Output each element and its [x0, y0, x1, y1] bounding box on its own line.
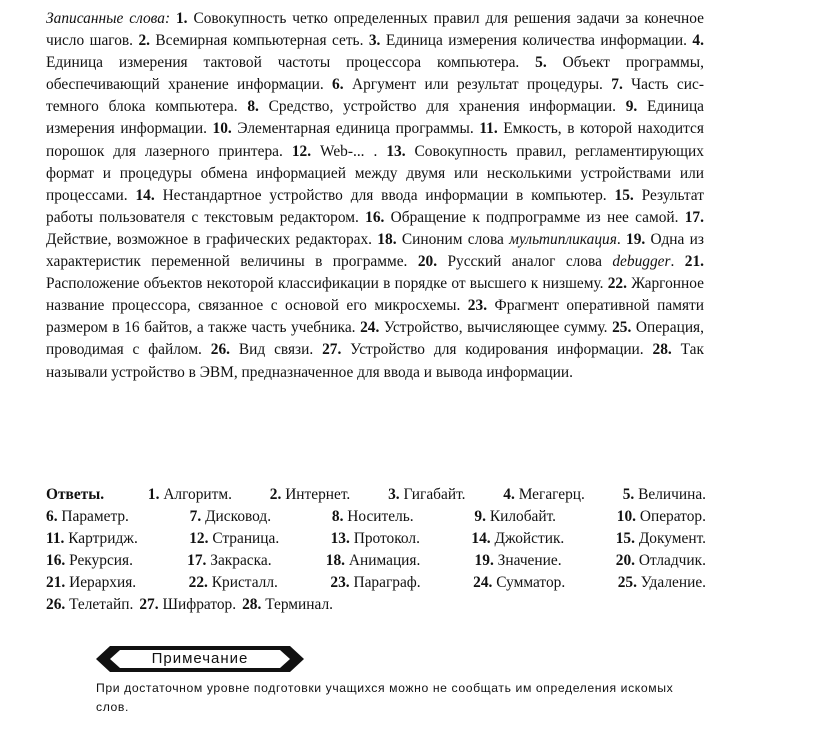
clue-text-end: .	[670, 253, 675, 271]
answer-number: 16.	[46, 552, 66, 569]
clue-number: 26.	[210, 341, 231, 359]
note-label-box	[96, 644, 304, 674]
answer-number: 26.	[46, 596, 66, 613]
answer-item	[475, 550, 562, 572]
answer-item	[331, 528, 420, 550]
answer-word: Килобайт.	[489, 508, 557, 525]
answers-row	[46, 550, 706, 572]
clue-number: 15.	[614, 186, 634, 204]
answers-row	[46, 506, 706, 528]
clue-italic-term: мультипликация	[509, 230, 617, 248]
clue-text: Элементарная единица программы.	[237, 120, 474, 138]
clue-text: Обращение к подпрограмме из нее самой.	[390, 208, 679, 226]
clue-number: 27.	[322, 341, 342, 359]
answer-item	[242, 594, 333, 616]
clue-number: 25.	[612, 319, 632, 337]
clue-text: Объект программы, обеспечивающий хранение информации.	[46, 54, 704, 94]
clue-text: Единица измерения информации.	[46, 98, 705, 138]
clue-text: Действие, возможное в графических редакторах.	[46, 230, 373, 248]
clue-number: 24.	[360, 319, 380, 337]
answer-item	[473, 572, 565, 594]
answer-word: Иерархия.	[69, 574, 137, 591]
answer-word: Мегагерц.	[518, 486, 585, 503]
answer-number: 28.	[242, 596, 262, 613]
answer-number: 21.	[46, 574, 66, 591]
clues-paragraph	[46, 8, 704, 384]
answer-word: Картридж.	[68, 530, 138, 547]
answer-word: Носитель.	[347, 508, 414, 525]
answer-number: 12.	[189, 530, 209, 547]
clue-text: Совокупность правил, регламентирующих формат и процедуры обмена информацией между двумя или несколькими устройствами или процессами.	[46, 142, 704, 204]
clue-text: Устройство для кодирования информации.	[350, 341, 644, 359]
answer-word: Отладчик.	[638, 552, 706, 569]
answer-word: Терминал.	[265, 596, 334, 613]
answer-item	[388, 484, 465, 506]
answer-word: Сумматор.	[496, 574, 566, 591]
clue-number: 5.	[535, 54, 547, 72]
answer-item	[616, 550, 706, 572]
answer-number: 1.	[147, 486, 160, 503]
answer-number: 3.	[388, 486, 400, 503]
clue-text: Всемирная компьютерная сеть.	[155, 32, 364, 50]
answers-row	[46, 572, 706, 594]
answer-item	[471, 528, 564, 550]
answer-number: 19.	[474, 552, 494, 569]
answer-word: Документ.	[638, 530, 706, 547]
note-label: Примечание	[151, 650, 249, 667]
answer-word: Удаление.	[640, 574, 706, 591]
answer-item	[187, 550, 271, 572]
answers-block	[46, 484, 706, 616]
clue-text: Так называли устройство в ЭВМ, предназначенное для ввода и вывода информации.	[46, 341, 704, 381]
clue-number: 23.	[467, 297, 488, 315]
answer-word: Рекурсия.	[69, 552, 133, 569]
clue-number: 12.	[291, 142, 312, 160]
answer-number: 7.	[189, 508, 202, 525]
clue-text: Вид связи.	[238, 341, 314, 359]
answer-number: 15.	[615, 530, 635, 547]
clue-text: Часть системного блока компьютера.	[46, 76, 704, 116]
answer-item	[46, 550, 133, 572]
answers-row	[46, 484, 706, 506]
answer-item	[46, 506, 129, 528]
answers-title: Ответы.	[46, 486, 105, 503]
clue-number: 19.	[626, 230, 646, 248]
clue-number: 10.	[212, 120, 232, 138]
clue-text: Синоним слова	[401, 230, 504, 248]
clue-number: 3.	[368, 32, 381, 50]
answer-word: Джойстик.	[494, 530, 565, 547]
answer-word: Величина.	[638, 486, 706, 503]
answer-item	[503, 484, 585, 506]
answer-word: Алгоритм.	[163, 486, 232, 503]
answer-number: 5.	[622, 486, 635, 503]
clue-text: Web-... .	[320, 142, 378, 160]
answer-word: Анимация.	[348, 552, 421, 569]
answer-item	[46, 572, 136, 594]
clue-text: Емкость, в которой находится порошок для лазерного принтера.	[46, 120, 704, 160]
answer-item	[616, 528, 706, 550]
answer-item	[617, 506, 706, 528]
clue-number: 7.	[611, 76, 623, 94]
answer-number: 24.	[473, 574, 493, 591]
clue-number: 9.	[625, 98, 638, 116]
answer-number: 14.	[471, 530, 491, 547]
answer-number: 18.	[325, 552, 346, 569]
clue-text: Операция, проводимая с файлом.	[46, 319, 704, 359]
answer-item	[190, 506, 271, 528]
clue-text: Результат работы пользователя с текстовым редактором.	[46, 186, 704, 226]
clue-number: 28.	[652, 341, 672, 359]
clue-text: Жаргонное название процессора, связанное с основой его микросхемы.	[46, 275, 704, 315]
answer-word: Значение.	[497, 552, 562, 569]
clue-italic-term: debugger	[612, 253, 671, 271]
answer-item	[623, 484, 706, 506]
clue-number: 8.	[247, 98, 259, 116]
answer-word: Параметр.	[61, 508, 129, 525]
clue-number: 21.	[684, 253, 705, 271]
answer-word: Оператор.	[639, 508, 706, 525]
answer-number: 8.	[331, 508, 344, 525]
answer-number: 27.	[139, 596, 159, 613]
answer-number: 17.	[187, 552, 207, 569]
answers-row	[46, 528, 706, 550]
answer-number: 11.	[46, 530, 65, 547]
answer-word: Кристалл.	[211, 574, 278, 591]
answer-item	[326, 550, 421, 572]
answer-number: 22.	[188, 574, 208, 591]
answer-item	[189, 572, 278, 594]
clue-text: Расположение объектов некоторой классификации в порядке от высшего к низшему.	[46, 275, 604, 293]
clue-text: Совокупность четко определенных правил для решения задачи за конечное число шагов.	[46, 10, 705, 50]
answer-word: Шифратор.	[162, 596, 237, 613]
clue-text: Нестандартное устройство для ввода информации в компьютер.	[162, 186, 607, 204]
clue-number: 6.	[332, 76, 344, 94]
answer-item	[139, 594, 236, 616]
answer-number: 23.	[330, 574, 350, 591]
answer-word: Гигабайт.	[403, 486, 466, 503]
answer-word: Параграф.	[353, 574, 421, 591]
clue-number: 16.	[365, 208, 385, 226]
answer-number: 13.	[330, 530, 350, 547]
clue-number: 13.	[386, 142, 406, 160]
answer-item	[46, 528, 138, 550]
answer-item	[474, 506, 556, 528]
answer-word: Дисковод.	[205, 508, 272, 525]
clue-number: 18.	[377, 230, 397, 248]
answer-number: 2.	[269, 486, 282, 503]
clue-text-end: .	[616, 230, 621, 248]
clue-text: Единица измерения тактовой частоты процессора компьютера.	[46, 54, 520, 72]
answer-number: 20.	[615, 552, 635, 569]
answer-number: 6.	[46, 508, 58, 525]
answer-number: 10.	[616, 508, 637, 525]
clue-number: 22.	[607, 275, 627, 293]
clue-number: 11.	[479, 120, 498, 138]
clue-number: 2.	[138, 32, 150, 50]
clue-text: Средство, устройство для хранения информации.	[268, 98, 616, 116]
answers-row	[46, 594, 706, 616]
answer-item	[148, 484, 232, 506]
answer-item	[46, 594, 133, 616]
clue-number: 17.	[684, 208, 704, 226]
clue-number: 4.	[692, 32, 704, 50]
answer-item	[332, 506, 414, 528]
clue-text: Русский аналог слова	[447, 253, 602, 271]
clue-text: Одна из характеристик переменной величины в программе.	[46, 230, 704, 271]
answer-word: Телетайп.	[69, 596, 134, 613]
clue-text: Устройство, вычисляющее сумму.	[383, 319, 608, 337]
answer-item	[330, 572, 420, 594]
answer-word: Страница.	[212, 530, 280, 547]
answer-word: Протокол.	[353, 530, 420, 547]
clue-number: 20.	[417, 253, 438, 271]
clue-text: Фрагмент оперативной памяти размером в 16 байтов, а также часть учебника.	[46, 297, 704, 337]
answer-item	[189, 528, 279, 550]
clue-number: 14.	[135, 186, 155, 204]
note-text: При достаточном уровне подготовки учащихся можно не сообщать им определения искомых слов.	[96, 681, 674, 714]
answer-number: 9.	[474, 508, 486, 525]
clue-number: 1.	[175, 10, 188, 27]
answer-number: 25.	[617, 574, 637, 591]
answer-word: Интернет.	[285, 486, 351, 503]
clue-text: Единица измерения количества информации.	[385, 32, 687, 50]
clue-text: Аргумент или результат процедуры.	[351, 76, 603, 94]
answer-number: 4.	[503, 486, 515, 503]
answer-item	[618, 572, 706, 594]
answer-word: Закраска.	[210, 552, 272, 569]
answer-item	[270, 484, 351, 506]
clues-lead: Записанные слова:	[46, 10, 171, 27]
